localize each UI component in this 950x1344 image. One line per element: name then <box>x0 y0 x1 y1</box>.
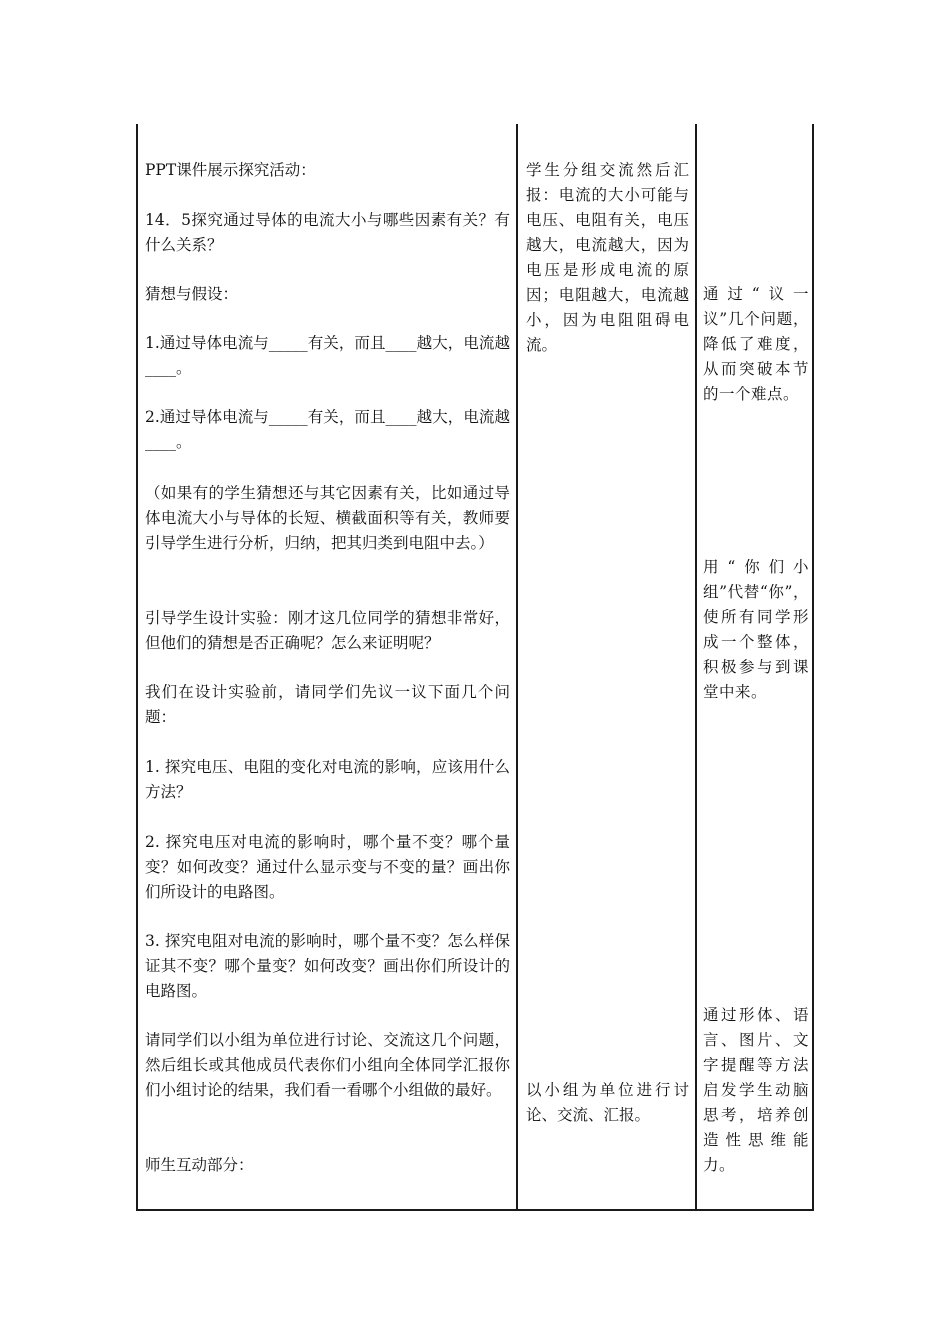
paragraph: 2.通过导体电流与_____有关，而且____越大，电流越____。 <box>145 408 510 451</box>
paragraph: PPT课件展示探究活动： <box>145 161 316 179</box>
paragraph: 3. 探究电阻对电流的影响时，哪个量不变？怎么样保证其不变？哪个量变？如何改变？画出你们所设计的电路图。 <box>145 932 510 1000</box>
lesson-plan-table <box>136 124 814 1211</box>
paragraph: （如果有的学生猜想还与其它因素有关，比如通过导体电流大小与导体的长短、横截面积等有关，教师要引导学生进行分析，归纳，把其归类到电阻中去。） <box>145 484 510 552</box>
paragraph: 学生分组交流然后汇报：电流的大小可能与电压、电阻有关，电压越大，电流越大，因为电压是形成电流的原因；电阻越大，电流越小，因为电阻阻碍电流。 <box>526 161 689 354</box>
paragraph: 引导学生设计实验：刚才这几位同学的猜想非常好，但他们的猜想是否正确呢？怎么来证明呢？ <box>145 609 510 652</box>
table-border-right <box>812 124 814 1211</box>
paragraph: 猜想与假设： <box>145 285 239 303</box>
paragraph: 以小组为单位进行讨论、交流、汇报。 <box>526 1081 689 1124</box>
paragraph: 师生互动部分： <box>145 1156 254 1174</box>
paragraph: 1. 探究电压、电阻的变化对电流的影响，应该用什么方法？ <box>145 758 510 801</box>
student-activity-cell <box>518 124 695 1209</box>
paragraph: 1.通过导体电流与_____有关，而且____越大，电流越____。 <box>145 334 510 377</box>
paragraph: 2. 探究电压对电流的影响时，哪个量不变？哪个量变？如何改变？通过什么显示变与不变的量？画出你们所设计的电路图。 <box>145 833 510 901</box>
paragraph: 通过“议一议”几个问题，降低了难度，从而突破本节的一个难点。 <box>703 285 809 403</box>
paragraph: 请同学们以小组为单位进行讨论、交流这几个问题，然后组长或其他成员代表你们小组向全体同学汇报你们小组讨论的结果，我们看一看哪个小组做的最好。 <box>145 1031 510 1099</box>
paragraph: 我们在设计实验前，请同学们先议一议下面几个问题： <box>145 683 510 726</box>
design-intent-cell <box>697 124 812 1209</box>
teacher-activity-cell <box>136 124 516 1209</box>
paragraph: 14．5探究通过导体的电流大小与哪些因素有关？有什么关系？ <box>145 211 510 254</box>
table-border-bottom <box>136 1209 814 1211</box>
paragraph: 用“你们小组”代替“你”，使所有同学形成一个整体，积极参与到课堂中来。 <box>703 558 809 701</box>
paragraph: 通过形体、语言、图片、文字提醒等方法启发学生动脑思考，培养创造性思维能力。 <box>703 1006 809 1174</box>
